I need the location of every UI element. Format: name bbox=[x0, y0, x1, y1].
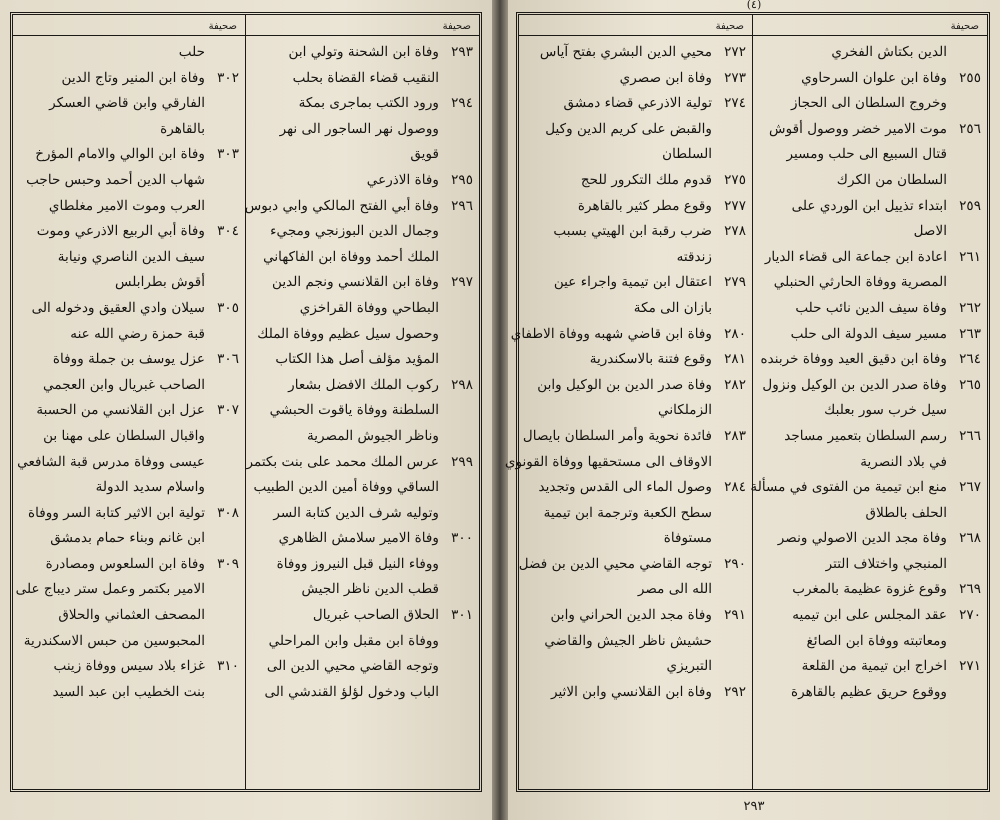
toc-entry bbox=[19, 66, 239, 143]
page-number: ٣٠٠ bbox=[451, 530, 473, 547]
entry-line: وتوليه شرف الدين كتابة السر bbox=[273, 504, 439, 521]
entry-line: المصرية ووفاة الحارثي الحنبلي bbox=[773, 274, 947, 291]
entry-line: سطح الكعبة وترجمة ابن تيمية bbox=[543, 504, 712, 521]
entry-text bbox=[525, 347, 712, 373]
toc-entry bbox=[525, 347, 746, 373]
toc-entry bbox=[525, 475, 746, 552]
entry-line: وفاة ابن قاضي شهبه ووفاة الاطفاي bbox=[510, 325, 712, 342]
toc-entry bbox=[759, 40, 981, 66]
toc-entry bbox=[759, 322, 981, 348]
entry-text bbox=[19, 654, 205, 705]
entry-line: عزل ابن القلانسي من الحسبة bbox=[36, 402, 205, 419]
entry-line: المنبجي واختلاف التتر bbox=[825, 555, 947, 572]
entry-line: زندقته bbox=[676, 248, 712, 265]
entry-line: أقوش بطرابلس bbox=[114, 274, 205, 291]
entry-text bbox=[525, 270, 712, 321]
entry-text bbox=[511, 322, 712, 348]
toc-entry bbox=[504, 424, 746, 475]
entry-line: الملك أحمد ووفاة ابن الفاكهاني bbox=[263, 248, 439, 265]
entry-line: الدين بكتاش الفخري bbox=[831, 44, 947, 60]
entry-line: ووفاة ابن مقبل وابن المراحلي bbox=[268, 632, 439, 649]
left-page-right-column bbox=[246, 15, 479, 789]
entry-text bbox=[252, 373, 439, 450]
entry-line: اخراج ابن تيمية من القلعة bbox=[801, 658, 947, 675]
entry-text bbox=[525, 475, 712, 552]
page-number: ٣٠٢ bbox=[217, 69, 239, 86]
entry-line: قطب الدين ناظر الجيش bbox=[301, 581, 439, 598]
entry-line: محيي الدين البشري بفتح آياس bbox=[539, 44, 712, 60]
page-number: ٣٠٩ bbox=[217, 555, 239, 572]
entry-line: وفاة مجد الدين الحراني وابن bbox=[550, 607, 712, 624]
page-number: ٢٥٦ bbox=[959, 120, 981, 137]
entry-line: وفاة سيف الدين نائب حلب bbox=[795, 299, 947, 316]
right-page-right-column bbox=[750, 15, 987, 789]
page-number: ٢٧٤ bbox=[724, 95, 746, 112]
toc-entry bbox=[252, 40, 473, 91]
toc-entry bbox=[19, 40, 239, 66]
entry-text bbox=[525, 66, 712, 92]
entry-text bbox=[525, 680, 712, 706]
toc-entry bbox=[759, 296, 981, 322]
toc-entry bbox=[252, 603, 473, 705]
toc-entry bbox=[759, 424, 981, 475]
entry-text bbox=[245, 194, 439, 271]
entry-text bbox=[252, 168, 439, 194]
entry-line: وفاة ابن الوالي والامام المؤرخ bbox=[35, 146, 205, 163]
entry-text bbox=[252, 270, 439, 372]
page-number: ٢٧١ bbox=[959, 658, 981, 675]
entry-line: سيف الدين الناصري ونيابة bbox=[57, 248, 205, 265]
entry-line: سيل خرب سور بعلبك bbox=[824, 402, 947, 419]
right-page bbox=[504, 0, 1000, 820]
entry-text bbox=[519, 552, 712, 603]
right-page-frame bbox=[504, 12, 990, 792]
page-number: ٢٨٤ bbox=[724, 479, 746, 496]
entry-text bbox=[19, 66, 205, 143]
page-number: ٢٩٦ bbox=[451, 197, 473, 214]
entry-text bbox=[759, 526, 947, 577]
entry-text bbox=[759, 194, 947, 245]
entry-line: وفاة ابن صصري bbox=[619, 69, 712, 86]
entry-text bbox=[759, 40, 947, 66]
entry-line: الفارقي وابن قاضي العسكر bbox=[49, 95, 205, 112]
column-header: صحيفة bbox=[246, 19, 479, 36]
book-gutter bbox=[492, 0, 508, 820]
entry-line: الحلاق الصاحب غبريال bbox=[312, 607, 439, 624]
page-number: ٢٦٥ bbox=[959, 376, 981, 393]
entry-line: غزاء بلاد سيس ووفاة زينب bbox=[53, 658, 205, 675]
entry-text bbox=[759, 347, 947, 373]
entry-text bbox=[525, 373, 712, 424]
entry-line: وقوع غزوة عظيمة بالمغرب bbox=[792, 581, 947, 598]
entry-line: ابن غانم وبناء حمام بدمشق bbox=[50, 530, 205, 547]
entry-line: الصاحب غبريال وابن العجمي bbox=[43, 376, 205, 393]
entry-line: توجه القاضي محيي الدين بن فضل bbox=[518, 555, 712, 572]
entry-text bbox=[19, 219, 205, 296]
entry-line: في بلاد النصرية bbox=[860, 453, 947, 470]
entry-line: قدوم ملك التكرور للحج bbox=[580, 171, 712, 188]
page-number: ٣١٠ bbox=[217, 658, 239, 675]
page-number: ٢٥٥ bbox=[959, 69, 981, 86]
entry-text bbox=[505, 424, 712, 475]
entry-text bbox=[19, 501, 205, 552]
entry-line: الحلف بالطلاق bbox=[865, 504, 947, 521]
entry-line: وفاة ابن الشحنة وتولي ابن bbox=[288, 44, 439, 60]
entry-list bbox=[750, 40, 981, 705]
entry-line: وفاة صدر الدين بن الوكيل ونزول bbox=[762, 376, 947, 393]
toc-entry bbox=[525, 194, 746, 220]
entry-list bbox=[504, 40, 746, 705]
toc-entry bbox=[518, 552, 746, 603]
page-number: ٢٨٢ bbox=[724, 376, 746, 393]
entry-line: وفاة الامير سلامش الظاهري bbox=[278, 530, 439, 547]
page-number: ٢٨١ bbox=[724, 351, 746, 368]
page-number: ٣٠٣ bbox=[217, 146, 239, 163]
entry-list bbox=[15, 40, 239, 705]
toc-entry bbox=[252, 168, 473, 194]
entry-text bbox=[759, 117, 947, 194]
page-number: ٢٧٧ bbox=[724, 197, 746, 214]
entry-line: وفاة الاذرعي bbox=[366, 171, 439, 188]
entry-text bbox=[525, 168, 712, 194]
entry-line: ابتداء تذييل ابن الوردي على bbox=[791, 197, 947, 214]
page-number: ٢٦٦ bbox=[959, 427, 981, 444]
entry-line: بنت الخطيب ابن عبد السيد bbox=[52, 683, 205, 700]
page-number: ٣٠٧ bbox=[217, 402, 239, 419]
entry-line: عزل يوسف بن جملة ووفاة bbox=[52, 351, 205, 368]
entry-list bbox=[244, 40, 473, 705]
entry-line: وفاة مجد الدين الاصولي ونصر bbox=[777, 530, 947, 547]
toc-entry bbox=[759, 194, 981, 245]
entry-text bbox=[252, 526, 439, 603]
entry-line: ووفاء النيل قبل النيروز ووفاة bbox=[276, 555, 439, 572]
toc-entry bbox=[525, 66, 746, 92]
toc-entry bbox=[525, 219, 746, 270]
page-number: ٣٠٤ bbox=[217, 223, 239, 240]
column-header: صحيفة bbox=[13, 19, 245, 36]
entry-line: الامير بكتمر وعمل ستر ديباج على bbox=[15, 581, 205, 598]
entry-line: البطاحي ووفاة القراخزي bbox=[299, 299, 439, 316]
entry-line: قتال السبيع الى حلب ومسير bbox=[786, 146, 947, 163]
toc-entry bbox=[19, 398, 239, 500]
entry-line: الساقي ووفاة أمين الدين الطبيب bbox=[253, 479, 439, 496]
entry-line: قويق bbox=[410, 146, 439, 163]
toc-entry bbox=[525, 91, 746, 168]
entry-text bbox=[19, 142, 205, 219]
page-number: ٢٥٩ bbox=[959, 197, 981, 214]
page-number: ٢٦٢ bbox=[959, 299, 981, 316]
page-number: ٢٩٤ bbox=[451, 95, 473, 112]
entry-line: ورود الكتب بماجرى بمكة bbox=[298, 95, 439, 112]
entry-line: ووقوع حريق عظيم بالقاهرة bbox=[790, 683, 947, 700]
toc-entry bbox=[19, 654, 239, 705]
toc-entry bbox=[759, 577, 981, 603]
entry-text bbox=[525, 603, 712, 680]
entry-line: فائدة نحوية وأمر السلطان بايصال bbox=[522, 427, 712, 444]
toc-entry bbox=[252, 526, 473, 603]
toc-entry bbox=[252, 270, 473, 372]
entry-line: وفاة ابن علوان السرحاوي bbox=[801, 69, 947, 86]
toc-entry bbox=[525, 373, 746, 424]
entry-line: العرب وموت الامير مغلطاي bbox=[48, 197, 205, 214]
page-number: ٢٦٨ bbox=[959, 530, 981, 547]
entry-line: ركوب الملك الافضل بشعار bbox=[288, 376, 439, 393]
toc-entry bbox=[246, 450, 473, 527]
entry-line: اعادة ابن جماعة الى قضاء الديار bbox=[764, 248, 947, 265]
entry-line: وفاة ابن المنير وتاج الدين bbox=[61, 69, 205, 86]
toc-entry bbox=[750, 475, 981, 526]
toc-entry bbox=[510, 322, 746, 348]
entry-line: الاوقاف الى مستحقيها ووفاة القونوي bbox=[504, 453, 712, 470]
entry-line: منع ابن تيمية من الفتوى في مسألة bbox=[750, 479, 947, 496]
entry-line: وقوع مطر كثير بالقاهرة bbox=[577, 197, 712, 214]
page-number: ٢٧٠ bbox=[959, 607, 981, 624]
entry-line: ومعاتبته ووفاة ابن الصائغ bbox=[806, 632, 947, 649]
entry-line: المؤيد مؤلف أصل هذا الكتاب bbox=[275, 351, 439, 368]
toc-entry bbox=[525, 680, 746, 706]
entry-text bbox=[19, 347, 205, 398]
entry-line: وفاة صدر الدين بن الوكيل وابن bbox=[537, 376, 712, 393]
entry-line: مستوفاة bbox=[663, 530, 712, 547]
entry-line: السلطان bbox=[662, 146, 712, 163]
page-number: ٢٩٥ bbox=[451, 171, 473, 188]
entry-line: وفاة ابن دقيق العيد ووفاة خربنده bbox=[760, 351, 947, 368]
page-number: ٢٦٩ bbox=[959, 581, 981, 598]
entry-text bbox=[750, 475, 947, 526]
page-number: ٢٧٢ bbox=[724, 44, 746, 60]
entry-line: موت الامير خضر ووصول أقوش bbox=[769, 120, 947, 137]
entry-line: وجمال الدين البوزنجي ومجيء bbox=[270, 223, 439, 240]
toc-entry bbox=[19, 296, 239, 347]
toc-entry bbox=[525, 603, 746, 680]
entry-text bbox=[759, 603, 947, 654]
entry-line: وناظر الجيوش المصرية bbox=[306, 427, 439, 444]
page-number: ٢٩٠ bbox=[724, 555, 746, 572]
entry-line: تولية ابن الاثير كتابة السر ووفاة bbox=[28, 504, 205, 521]
toc-entry bbox=[759, 373, 981, 424]
entry-line: عقد المجلس على ابن تيميه bbox=[792, 607, 947, 624]
entry-line: عيسى ووفاة مدرس قبة الشافعي bbox=[17, 453, 205, 470]
page-number: ٢٩٢ bbox=[724, 683, 746, 700]
toc-entry bbox=[19, 219, 239, 296]
entry-line: مسير سيف الدولة الى حلب bbox=[790, 325, 947, 342]
left-page-left-column bbox=[13, 15, 246, 789]
page-number: ٣٠٦ bbox=[217, 351, 239, 368]
entry-text bbox=[19, 296, 205, 347]
entry-line: وفاة أبي الفتح المالكي وابي دبوس bbox=[244, 197, 439, 214]
entry-line: واسلام سديد الدولة bbox=[95, 479, 205, 496]
entry-line: الاصل bbox=[913, 223, 947, 240]
entry-line: السلطنة ووفاة ياقوت الحبشي bbox=[269, 402, 439, 419]
page-number: ٢٧٥ bbox=[724, 171, 746, 188]
entry-text bbox=[16, 552, 205, 654]
entry-line: وفاة ابن القلانسي وابن الاثير bbox=[550, 683, 712, 700]
entry-line: وفاة أبي الربيع الاذرعي وموت bbox=[36, 223, 205, 240]
toc-entry bbox=[759, 66, 981, 117]
entry-line: حلب bbox=[178, 44, 205, 60]
toc-entry bbox=[525, 270, 746, 321]
page-number: ٣٠١ bbox=[451, 607, 473, 624]
entry-line: الزملكاني bbox=[658, 402, 712, 419]
page-number: ٢٦٧ bbox=[959, 479, 981, 496]
entry-line: ضرب رقبة ابن الهيتي بسبب bbox=[553, 223, 712, 240]
entry-text bbox=[759, 322, 947, 348]
toc-entry bbox=[19, 501, 239, 552]
entry-text bbox=[252, 40, 439, 91]
page-number: ٢٦٤ bbox=[959, 351, 981, 368]
entry-line: ووصول نهر الساجور الى نهر bbox=[279, 120, 439, 137]
entry-line: التبريزي bbox=[666, 658, 712, 675]
column-header: صحيفة bbox=[753, 19, 987, 36]
entry-line: وقوع فتنة بالاسكندرية bbox=[589, 351, 712, 368]
page-number: ٢٨٠ bbox=[724, 325, 746, 342]
entry-line: وفاة ابن السلعوس ومصادرة bbox=[45, 555, 205, 572]
toc-entry bbox=[759, 245, 981, 296]
entry-line: وفاة ابن القلانسي ونجم الدين bbox=[271, 274, 439, 291]
left-page-frame bbox=[10, 12, 482, 792]
toc-entry bbox=[759, 654, 981, 705]
toc-entry bbox=[759, 117, 981, 194]
entry-line: رسم السلطان بتعمير مساجد bbox=[784, 427, 947, 444]
toc-entry bbox=[759, 603, 981, 654]
toc-entry bbox=[19, 347, 239, 398]
entry-line: الله الى مصر bbox=[637, 581, 712, 598]
entry-line: بازان الى مكة bbox=[633, 299, 712, 316]
entry-text bbox=[19, 40, 205, 66]
page-number: ٢٧٣ bbox=[724, 69, 746, 86]
entry-line: المحبوسين من حبس الاسكندرية bbox=[23, 632, 205, 649]
entry-line: وحصول سيل عظيم ووفاة الملك bbox=[257, 325, 439, 342]
left-page bbox=[0, 0, 492, 820]
entry-line: النقيب قضاء القضاة بحلب bbox=[292, 69, 439, 86]
page-number: ٢٦١ bbox=[959, 248, 981, 265]
toc-entry bbox=[19, 142, 239, 219]
page-top-number: (٤) bbox=[746, 0, 762, 11]
toc-entry bbox=[15, 552, 239, 654]
toc-entry bbox=[759, 347, 981, 373]
right-page-left-column bbox=[504, 15, 753, 789]
page-number: ٢٩٨ bbox=[451, 376, 473, 393]
toc-entry bbox=[244, 194, 473, 271]
entry-text bbox=[252, 603, 439, 705]
entry-line: وخروج السلطان الى الحجاز bbox=[790, 95, 947, 112]
entry-line: وصول الماء الى القدس وتجديد bbox=[538, 479, 712, 496]
toc-entry bbox=[759, 526, 981, 577]
column-header: صحيفة bbox=[519, 19, 752, 36]
entry-text bbox=[759, 424, 947, 475]
page-number: ٢٩٩ bbox=[451, 453, 473, 470]
entry-line: السلطان من الكرك bbox=[836, 171, 947, 188]
entry-line: وتوجه القاضي محيي الدين الى bbox=[266, 658, 439, 675]
entry-line: عرس الملك محمد على بنت بكتمر bbox=[246, 453, 439, 470]
entry-text bbox=[246, 450, 439, 527]
toc-entry bbox=[525, 40, 746, 66]
entry-text bbox=[759, 373, 947, 424]
entry-line: المصحف العثماني والحلاق bbox=[58, 607, 205, 624]
entry-text bbox=[759, 654, 947, 705]
entry-text bbox=[759, 245, 947, 296]
entry-line: تولية الاذرعي قضاء دمشق bbox=[563, 95, 712, 112]
page-footer-number: ٢٩٣ bbox=[743, 799, 765, 814]
page-number: ٢٩١ bbox=[724, 607, 746, 624]
page-number: ٢٩٧ bbox=[451, 274, 473, 291]
entry-text bbox=[252, 91, 439, 168]
page-number: ٣٠٥ bbox=[217, 299, 239, 316]
entry-line: قبة حمزة رضي الله عنه bbox=[70, 325, 205, 342]
page-number: ٢٨٣ bbox=[724, 427, 746, 444]
page-number: ٢٧٩ bbox=[724, 274, 746, 291]
entry-text bbox=[525, 40, 712, 66]
entry-text bbox=[759, 577, 947, 603]
entry-text bbox=[525, 194, 712, 220]
toc-entry bbox=[525, 168, 746, 194]
entry-line: شهاب الدين أحمد وحبس حاجب bbox=[26, 171, 205, 188]
entry-text bbox=[525, 219, 712, 270]
page-number: ٢٦٣ bbox=[959, 325, 981, 342]
entry-line: واقبال السلطان على مهنا بن bbox=[43, 427, 205, 444]
page-number: ٢٩٣ bbox=[451, 44, 473, 60]
entry-text bbox=[759, 296, 947, 322]
toc-entry bbox=[252, 373, 473, 450]
page-number: ٢٧٨ bbox=[724, 223, 746, 240]
toc-entry bbox=[252, 91, 473, 168]
entry-line: والقبض على كريم الدين وكيل bbox=[545, 120, 712, 137]
entry-line: حشيش ناظر الجيش والقاضي bbox=[544, 632, 712, 649]
entry-line: اعتقال ابن تيمية واجراء عين bbox=[553, 274, 712, 291]
entry-line: الباب ودخول لؤلؤ القندشي الى bbox=[264, 683, 439, 700]
page-number: ٣٠٨ bbox=[217, 504, 239, 521]
entry-line: سيلان وادي العقيق ودخوله الى bbox=[31, 299, 205, 316]
entry-line: بالقاهرة bbox=[160, 120, 205, 137]
entry-text bbox=[525, 91, 712, 168]
entry-text bbox=[759, 66, 947, 117]
entry-text bbox=[17, 398, 205, 500]
